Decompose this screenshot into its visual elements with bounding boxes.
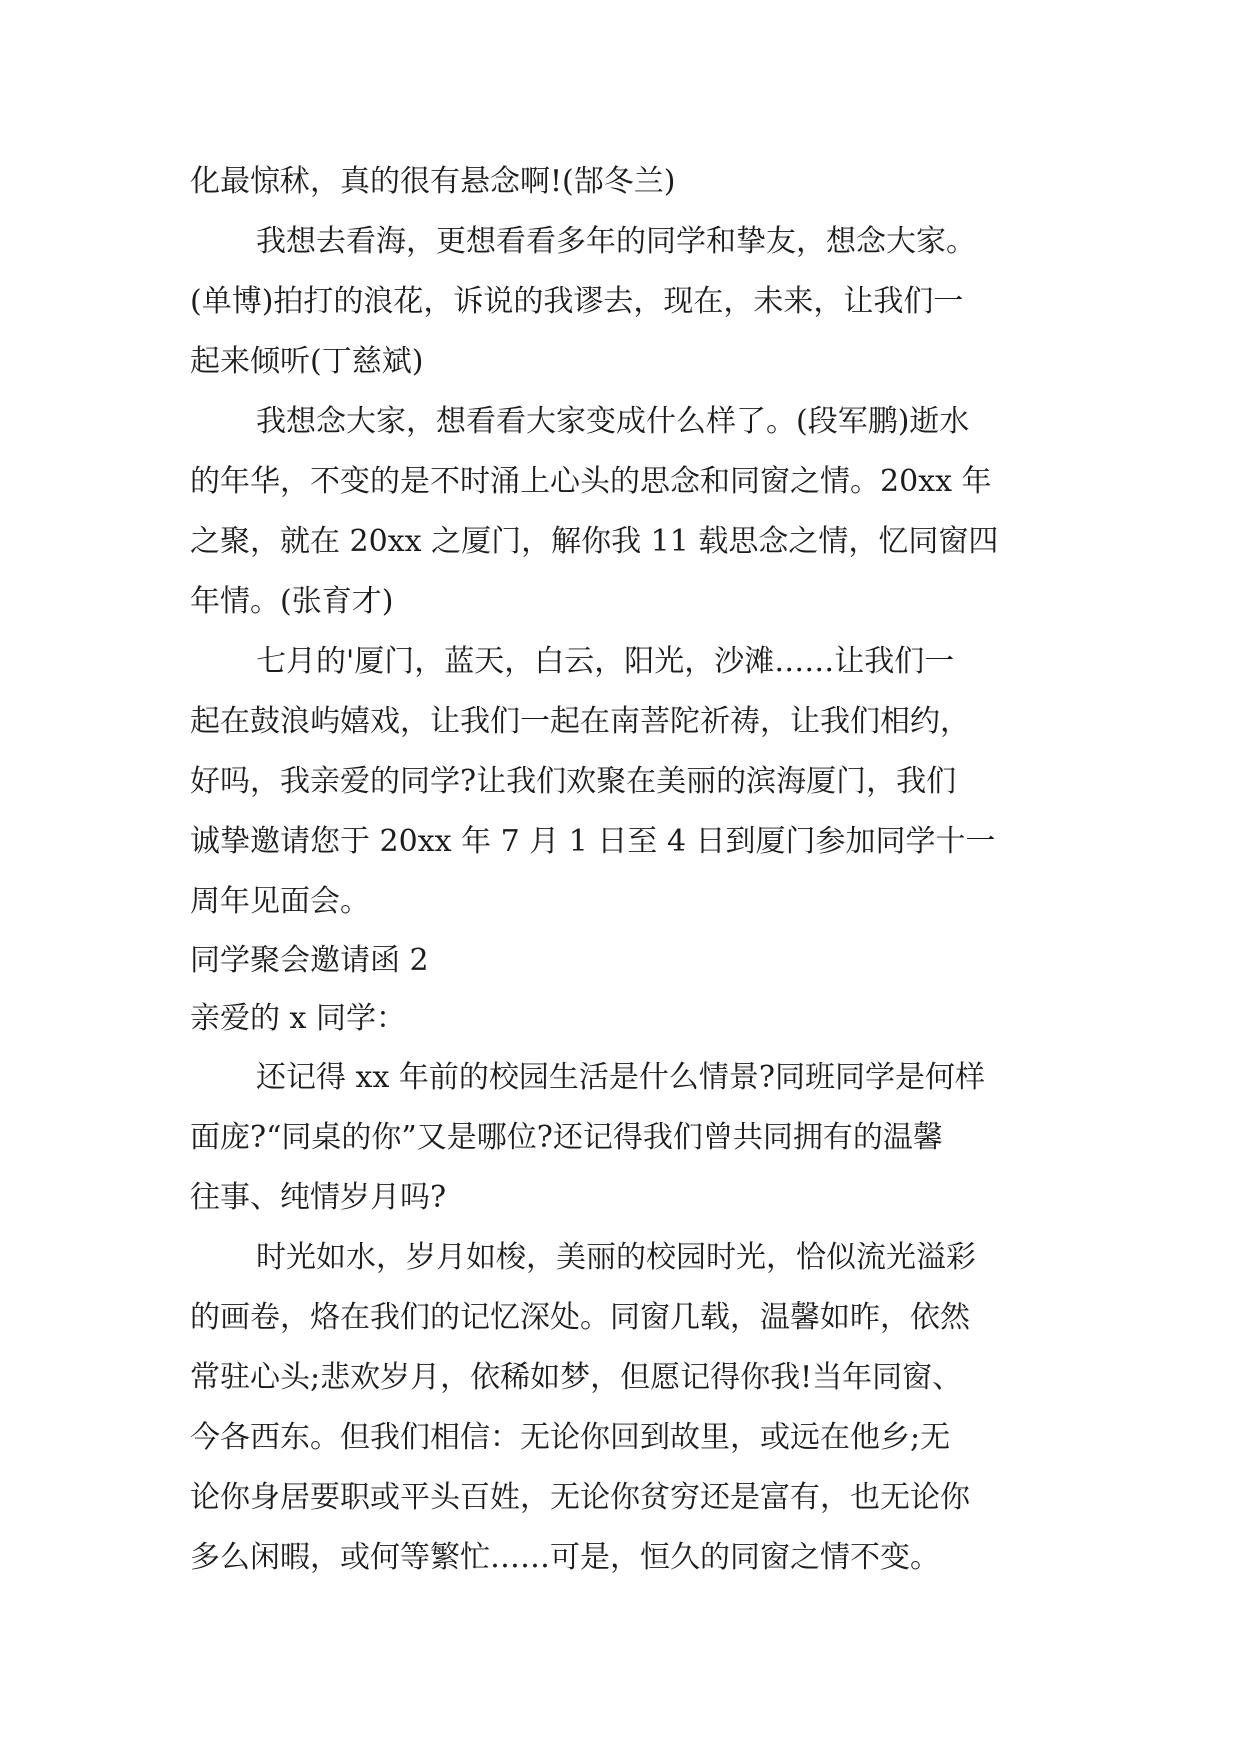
paragraph-line: 化最惊秫，真的很有悬念啊!(郜冬兰) bbox=[190, 164, 676, 199]
paragraph-line: 七月的'厦门，蓝天，白云，阳光，沙滩……让我们一 bbox=[256, 644, 955, 679]
paragraph-line: 往事、纯情岁月吗? bbox=[190, 1180, 447, 1215]
paragraph-line: 常驻心头;悲欢岁月，依稀如梦，但愿记得你我!当年同窗、 bbox=[190, 1360, 963, 1395]
paragraph-line: 起来倾听(丁慈斌) bbox=[190, 344, 424, 379]
paragraph-line: 我想念大家，想看看大家变成什么样了。(段军鹏)逝水 bbox=[256, 404, 970, 439]
paragraph-line: 我想去看海，更想看看多年的同学和挚友，想念大家。 bbox=[256, 224, 976, 259]
paragraph-line: (单博)拍打的浪花，诉说的我谬去，现在，未来，让我们一 bbox=[190, 284, 964, 319]
paragraph-line: 还记得 xx 年前的校园生活是什么情景?同班同学是何样 bbox=[256, 1060, 985, 1095]
paragraph-line: 的年华，不变的是不时涌上心头的思念和同窗之情。20xx 年 bbox=[190, 464, 992, 499]
paragraph-line: 今各西东。但我们相信：无论你回到故里，或远在他乡;无 bbox=[190, 1420, 951, 1455]
paragraph-line: 之聚，就在 20xx 之厦门，解你我 11 载思念之情，忆同窗四 bbox=[190, 524, 999, 559]
paragraph-line: 年情。(张育才) bbox=[190, 584, 394, 619]
paragraph-line: 多么闲暇，或何等繁忙……可是，恒久的同窗之情不变。 bbox=[190, 1540, 940, 1575]
paragraph-line: 周年见面会。 bbox=[190, 884, 370, 919]
document-body bbox=[190, 152, 1070, 1588]
paragraph-line: 起在鼓浪屿嬉戏，让我们一起在南菩陀祈祷，让我们相约， bbox=[190, 704, 970, 739]
paragraph-line: 论你身居要职或平头百姓，无论你贫穷还是富有，也无论你 bbox=[190, 1480, 970, 1515]
paragraph-line: 面庞?“同桌的你”又是哪位?还记得我们曾共同拥有的温馨 bbox=[190, 1120, 943, 1155]
paragraph-line: 好吗，我亲爱的同学?让我们欢聚在美丽的滨海厦门，我们 bbox=[190, 764, 957, 799]
paragraph-line: 诚挚邀请您于 20xx 年 7 月 1 日至 4 日到厦门参加同学十一 bbox=[190, 824, 996, 859]
paragraph-line: 时光如水，岁月如梭，美丽的校园时光，恰似流光溢彩 bbox=[256, 1240, 976, 1275]
section-heading: 同学聚会邀请函 2 bbox=[190, 943, 429, 978]
paragraph-line: 的画卷，烙在我们的记忆深处。同窗几载，温馨如昨，依然 bbox=[190, 1300, 970, 1335]
salutation: 亲爱的 x 同学： bbox=[190, 1001, 406, 1036]
